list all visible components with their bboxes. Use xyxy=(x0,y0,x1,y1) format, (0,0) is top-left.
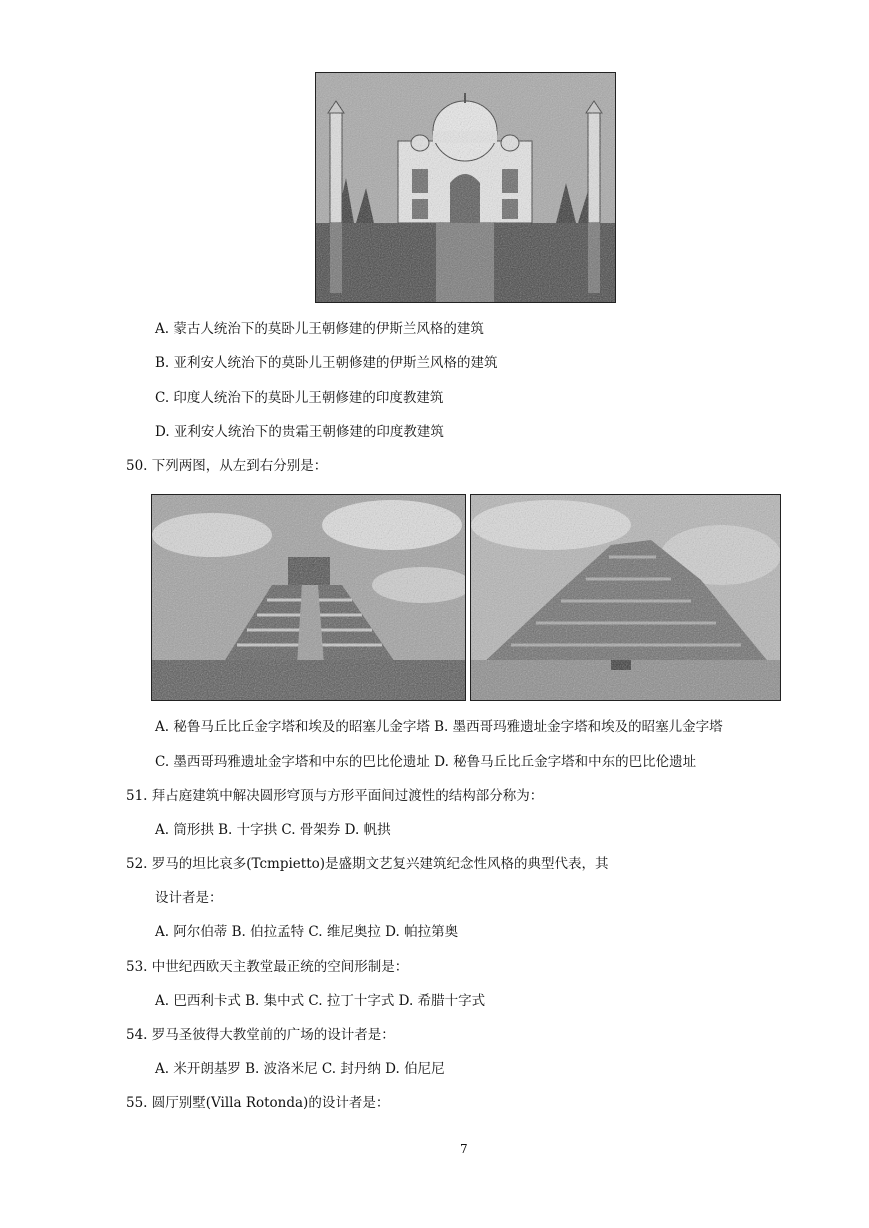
mayan-pyramid-photo xyxy=(151,494,466,701)
q53-options: A. 巴西利卡式 B. 集中式 C. 拉丁十字式 D. 希腊十字式 xyxy=(155,993,486,1009)
q49-option-b: B. 亚利安人统治下的莫卧儿王朝修建的伊斯兰风格的建筑 xyxy=(155,355,498,371)
q50-options-line2: C. 墨西哥玛雅遗址金字塔和中东的巴比伦遗址 D. 秘鲁马丘比丘金字塔和中东的巴比伦遗址 xyxy=(155,754,697,770)
page-number: 7 xyxy=(460,1142,468,1156)
q50-stem: 50. 下列两图，从左到右分别是： xyxy=(126,458,328,474)
q50-options-line1: A. 秘鲁马丘比丘金字塔和埃及的昭塞儿金字塔 B. 墨西哥玛雅遗址金字塔和埃及的昭塞儿金字塔 xyxy=(155,719,723,735)
taj-mahal-photo xyxy=(315,72,616,303)
q49-option-a: A. 蒙古人统治下的莫卧儿王朝修建的伊斯兰风格的建筑 xyxy=(155,321,484,337)
q51-options: A. 筒形拱 B. 十字拱 C. 骨架券 D. 帆拱 xyxy=(155,822,391,838)
step-pyramid-photo xyxy=(470,494,781,701)
taj-mahal-illustration xyxy=(316,73,615,302)
mayan-pyramid-illustration xyxy=(152,495,465,700)
q52-options: A. 阿尔伯蒂 B. 伯拉孟特 C. 维尼奥拉 D. 帕拉第奥 xyxy=(155,924,459,940)
q54-stem: 54. 罗马圣彼得大教堂前的广场的设计者是： xyxy=(126,1027,395,1043)
q52-stem-line2: 设计者是： xyxy=(155,890,223,906)
q49-option-c: C. 印度人统治下的莫卧儿王朝修建的印度教建筑 xyxy=(155,390,444,406)
q51-stem: 51. 拜占庭建筑中解决圆形穹顶与方形平面间过渡性的结构部分称为： xyxy=(126,788,544,804)
step-pyramid-illustration xyxy=(471,495,780,700)
q52-stem-line1: 52. 罗马的坦比哀多(Tcmpietto)是盛期文艺复兴建筑纪念性风格的典型代表，其 xyxy=(126,856,609,872)
q54-options: A. 米开朗基罗 B. 波洛米尼 C. 封丹纳 D. 伯尼尼 xyxy=(155,1061,445,1077)
q55-stem: 55. 圆厅别墅(Villa Rotonda)的设计者是： xyxy=(126,1095,390,1111)
q49-option-d: D. 亚利安人统治下的贵霜王朝修建的印度教建筑 xyxy=(155,424,444,440)
q53-stem: 53. 中世纪西欧天主教堂最正统的空间形制是： xyxy=(126,959,409,975)
